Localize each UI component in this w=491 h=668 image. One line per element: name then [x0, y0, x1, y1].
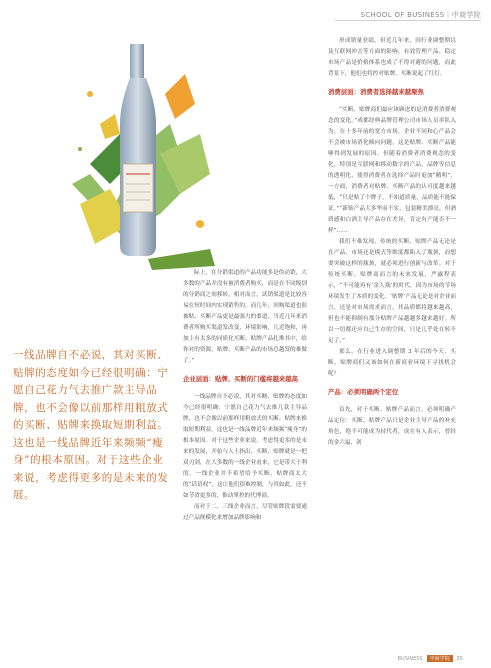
paragraph: 一线品牌自不必说，其对买断、贴牌的态度如今已经很明确：宁愿自己花力气去推几款主导品牌，也不会像以前那样用粗放式的买断、贴牌来换取短期利益。这也是一线品牌近年来频频“瘦身”的根本原因。对于这些企业来说，考虑得更多的是未来的发展，开始与人士指出，买断、贴牌就是一把双刃剑，在大多数的一线企业看来，它是带大于利的。一线企业并不希望给予买断、贴牌商太大的“话语权”，这让他们很难控制，与其如此，还不如节省更多的，推动掌控的代理商。 [183, 394, 307, 499]
page-footer [398, 655, 463, 662]
paragraph: 那么，在行业进入调整期 3 年后的今天，买断、贴牌商们又该如何在新商业环境下寻找机会呢？ [328, 349, 456, 377]
paragraph: 我们不难发现，传统的买断、贴牌产品无论是在产品、市场还是模式等维度都陷入了瓶颈，而想要突破这样的瓶颈，就必须进行创新与改革。对于传统买断、贴牌商而言的未来发展，严露程表示，“不可能再有‘金人瓶’的时代，因为市场的节场环境发生了本质的变化。‘贴牌’产品无论是对企业而言，还是对市场需求而言，其品质都将越来越高，但也不能抑制有那分贴牌产品越越多越来越好。所以一切都还应自己生存的空间，只是几乎处在转不足了。” [328, 239, 456, 344]
paragraph: 际上，在分销渠道的产品功能多是伪动销，大多数的产品并没有被消费者购买，而是在不同级别的分销商之间移转，相对而言，试销渠道是比较容易在短时间内实现销售的。而几年，回购渠道也很被贴、买断产品更是最强力的要道，当近几年来消费者所购买渠道发改变，环境影响，几近饱和，再加上有太多的同质化买断、贴牌产品扎堆其中，给你对的资源，贴牌、买断产品的市场总越发的难做了。” [183, 270, 307, 364]
section-heading: 企业层面：贴牌、买断的门槛将越来越高 [183, 375, 299, 383]
paragraph: 而对于二、三线企业而言，尽管贴牌段需要通过产品规模化来增加品牌影响和 [183, 504, 307, 521]
paragraph: “买断、贴牌商们最应该顾虑的是消费者消费观念的变化。”成都经典品牌管理公司市场人员率队入为，在十多年前的宽方市场，企业不同和心产品会不会被市场消化倾向问题，这是贴牌、买断产品能够得到发展的原因，但随着消费者消费观念的变化，特别是互联网和移动数字的产品，品牌等信息的透明化，使得消费者在选择产品时更加“精明”，一方面，消费者对贴牌、买断产品的认可度越来越低，“只是贴了个牌子，不知道质量，品质能不能保证。”“新贴产品大多华而不实，包装精美漂亮，但酒质感和白酒主导产品存在差异，肯定有产能否不一样”…… [328, 107, 456, 234]
footer-brand: BUSINESS [397, 655, 423, 662]
header-rule [335, 20, 481, 21]
section-heading: 消费层面：消费者选择越来越聚焦 [328, 88, 424, 96]
section-heading: 产品：必须明确两个定位 [328, 388, 399, 396]
page-header: SCHOOL OF BUSINESS｜中商学院 [360, 11, 481, 19]
pull-quote: 一线品牌自不必说，其对买断、贴牌的态度如今已经很明确：宁愿自己花力气去推广款主导品牌，也不会像以前那样用粗放式的买断、贴牌来换取短期利益。这也是一线品牌近年来频频“瘦身”的根本原因。对于这些企业来说，考虑得更多的是未来的发展。 [13, 349, 169, 501]
page-number: 35 [456, 655, 463, 662]
bottle-illustration [60, 34, 220, 272]
article-column-right [328, 36, 456, 449]
paragraph: 首先，对于买断、贴牌产品而言，必须明确产品定位：买断、贴牌产品只是企业主导产品的补充角色，绝不可能成为持代者，成在有人表示，曾经的金六福、剑 [328, 407, 456, 446]
footer-badge: 中商学院 [427, 655, 453, 662]
article-column-middle [183, 268, 307, 524]
paragraph: 形成销量业绩，但近几年来，因行业调整期以及互联网冲击等方面的影响，有效管理产品、稳定市场产品是价格体系也成了不得对避的问题，而此背景下，他们也将控对贴牌、买断说起了红灯。 [328, 38, 456, 77]
